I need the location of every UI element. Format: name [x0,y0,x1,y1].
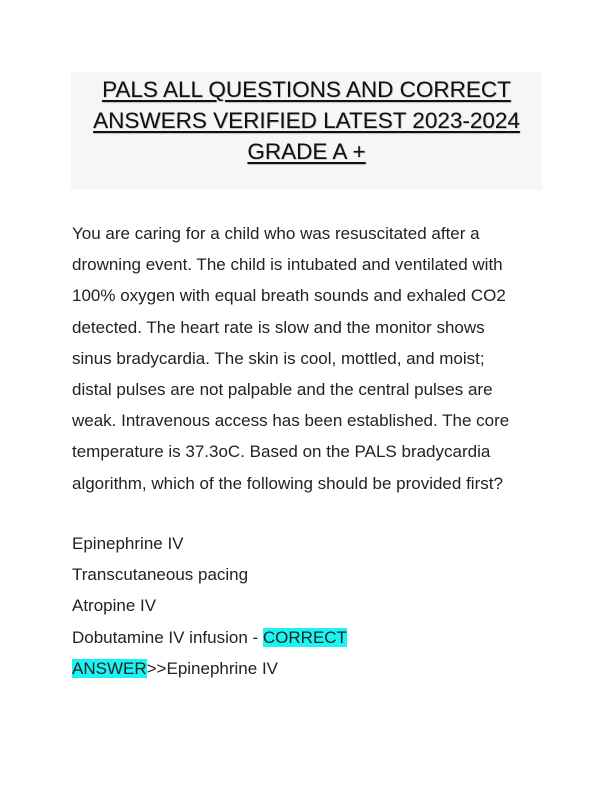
question-line: sinus bradycardia. The skin is cool, mottled, and moist; [72,348,485,368]
answer-text: >>Epinephrine IV [146,658,279,678]
question-paragraph [72,218,552,499]
option-dobutamine: Dobutamine IV infusion - [72,627,263,647]
question-line: algorithm, which of the following should be provided first? [72,473,503,493]
option-transcutaneous-pacing: Transcutaneous pacing [72,565,249,585]
title-line-1: PALS ALL QUESTIONS AND CORRECT [102,77,511,102]
question-line: drowning event. The child is intubated and ventilated with [72,255,503,275]
question-line: You are caring for a child who was resuscitated after a [72,224,480,243]
question-line: weak. Intravenous access has been established. The core [72,411,510,431]
title-line-2: ANSWERS VERIFIED LATEST 2023-2024 [93,108,520,133]
correct-highlight: CORRECT [262,627,347,647]
title-line-3: GRADE A + [247,139,366,164]
question-line: temperature is 37.3oC. Based on the PALS bradycardia [72,442,491,462]
answer-highlight: ANSWER [72,658,147,678]
answer-line [72,653,552,684]
option-atropine: Atropine IV [72,596,157,616]
question-line: distal pulses are not palpable and the central pulses are [72,380,493,400]
title-box [71,72,542,190]
question-line: 100% oxygen with equal breath sounds and exhaled CO2 [72,286,506,306]
option-epinephrine: Epinephrine IV [72,534,184,553]
answer-options [72,528,552,684]
question-line: detected. The heart rate is slow and the monitor shows [72,317,485,337]
option-dobutamine-line [72,622,552,653]
